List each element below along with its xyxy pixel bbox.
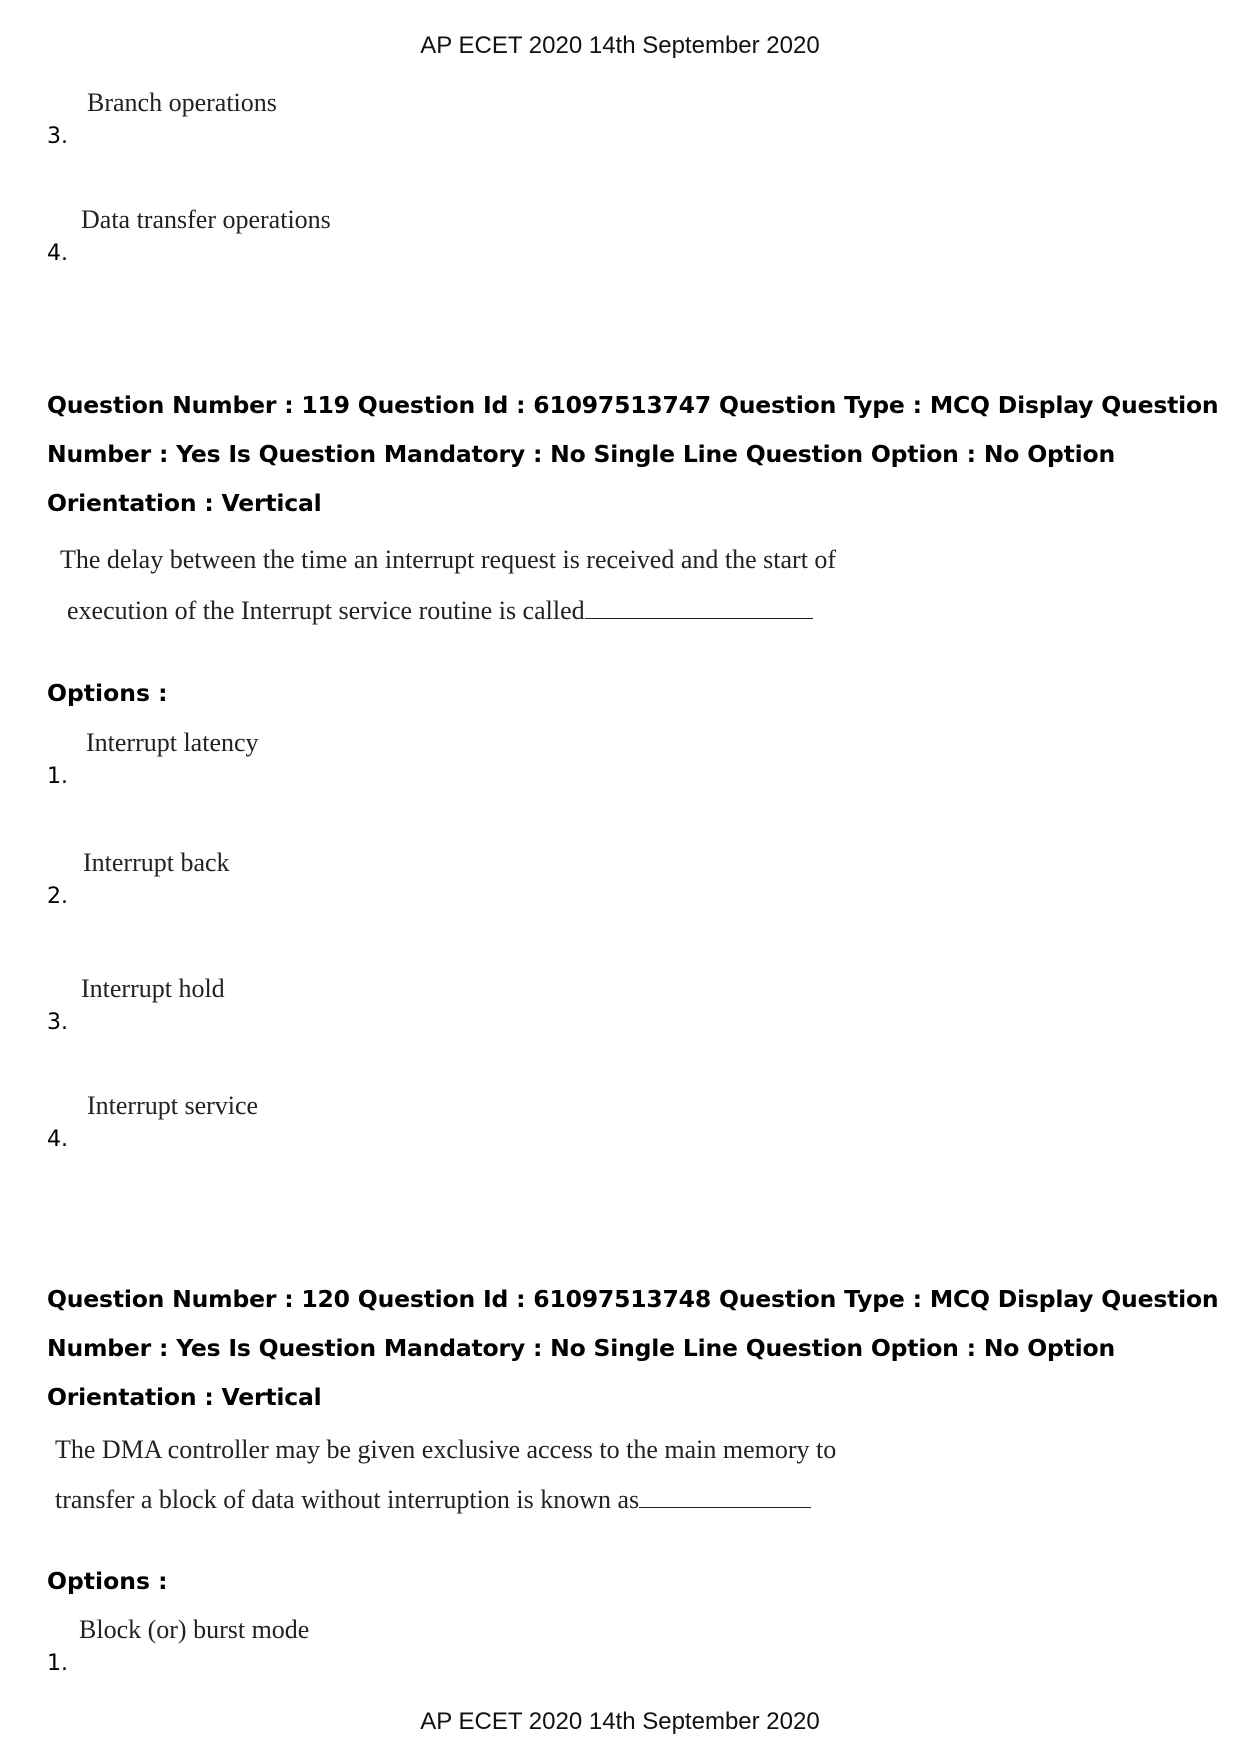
question-text: execution of the Interrupt service routine is called — [67, 596, 585, 625]
options-label: Options : — [47, 1567, 168, 1595]
option-text: Interrupt back — [83, 848, 230, 877]
option-text: Interrupt hold — [81, 974, 225, 1003]
option-number: 1. — [47, 1651, 68, 1676]
option-number: 4. — [47, 241, 68, 266]
option-number: 3. — [47, 124, 68, 149]
question-meta-line: Orientation : Vertical — [47, 1383, 322, 1411]
question-120-text-line2 — [55, 1485, 811, 1515]
question-meta-line: Orientation : Vertical — [47, 489, 322, 517]
option-number: 4. — [47, 1127, 68, 1152]
option-number: 3. — [47, 1010, 68, 1035]
question-meta-line: Number : Yes Is Question Mandatory : No Single Line Question Option : No Option — [47, 1334, 1115, 1362]
question-meta-line: Number : Yes Is Question Mandatory : No Single Line Question Option : No Option — [47, 440, 1115, 468]
option-text: Block (or) burst mode — [79, 1615, 310, 1644]
option-text: Interrupt latency — [86, 728, 259, 757]
option-text: Branch operations — [87, 88, 277, 117]
page-footer: AP ECET 2020 14th September 2020 — [420, 1708, 820, 1735]
option-number: 2. — [47, 884, 68, 909]
option-text: Data transfer operations — [81, 205, 331, 234]
question-meta-line: Question Number : 120 Question Id : 61097513748 Question Type : MCQ Display Question — [47, 1285, 1219, 1313]
question-120-meta — [47, 1275, 1219, 1422]
question-text: transfer a block of data without interruption is known as — [55, 1485, 640, 1514]
page-header: AP ECET 2020 14th September 2020 — [420, 32, 820, 59]
question-119-text-line1: The delay between the time an interrupt request is received and the start of — [60, 545, 837, 574]
question-120-text-line1: The DMA controller may be given exclusive access to the main memory to — [55, 1435, 837, 1464]
question-meta-line: Question Number : 119 Question Id : 61097513747 Question Type : MCQ Display Question — [47, 391, 1219, 419]
option-number: 1. — [47, 764, 68, 789]
answer-blank — [585, 596, 813, 619]
question-119-meta — [47, 381, 1219, 528]
options-label: Options : — [47, 679, 168, 707]
option-text: Interrupt service — [87, 1091, 259, 1120]
answer-blank — [639, 1485, 811, 1508]
question-119-text-line2 — [67, 596, 813, 626]
